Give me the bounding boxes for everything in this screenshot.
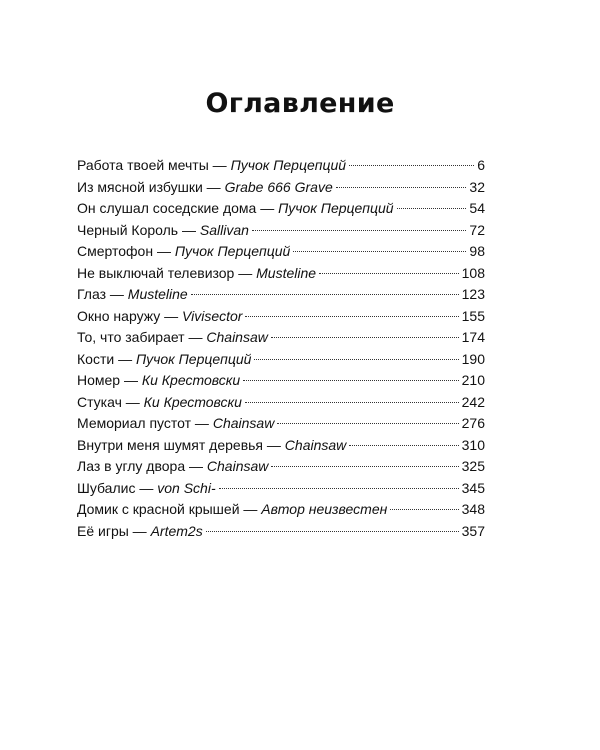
dot-leader: [349, 165, 474, 166]
toc-entry-separator: —: [191, 415, 213, 431]
toc-entry-author: Chainsaw: [206, 458, 269, 474]
toc-entry-separator: —: [106, 286, 128, 302]
toc-entry: [77, 435, 485, 457]
toc-entry-page-number: 123: [461, 286, 485, 302]
dot-leader: [319, 273, 459, 274]
toc-entry-author: Пучок Перцепций: [278, 200, 394, 216]
toc-entry-page-number: 32: [469, 178, 485, 195]
toc-entry-separator: —: [263, 436, 285, 453]
toc-entry-title: Из мясной избушки: [77, 178, 203, 195]
toc-entry: [77, 177, 485, 199]
toc-entry-page-number: 210: [461, 372, 485, 388]
toc-entry-author: Chainsaw: [212, 415, 275, 431]
dot-leader: [219, 488, 459, 489]
dot-leader: [271, 337, 459, 338]
toc-entry-page-number: 174: [461, 329, 485, 345]
toc-entry-title: Черный Король: [77, 221, 179, 238]
toc-entry-author: Musteline: [256, 264, 317, 281]
toc-entry-author: Chainsaw: [284, 436, 347, 453]
dot-leader: [277, 423, 458, 424]
toc-entry-page-number: 6: [477, 157, 485, 173]
toc-entry-author: Ки Крестовски: [141, 372, 241, 388]
dot-leader: [206, 531, 459, 532]
toc-entry-title: Кости: [77, 350, 115, 367]
toc-entry-separator: —: [239, 501, 262, 517]
toc-entry: [77, 370, 485, 392]
toc-entry-separator: —: [202, 178, 225, 195]
toc-entry-page-number: 190: [461, 350, 485, 367]
toc-entry-separator: —: [178, 221, 200, 238]
toc-entry-separator: —: [128, 522, 151, 539]
toc-entry: [77, 499, 485, 521]
dot-leader: [390, 509, 458, 510]
toc-entry-title: Он слушал соседские дома: [77, 200, 257, 216]
toc-entry-author: von Schi-: [157, 479, 216, 496]
toc-entry-page-number: 242: [461, 393, 485, 410]
toc-entry-separator: —: [153, 243, 175, 259]
dot-leader: [293, 251, 466, 252]
toc-entry-author: Sallivan: [199, 221, 249, 238]
toc-entry-separator: —: [184, 329, 207, 345]
toc-entry-page-number: 98: [469, 243, 485, 259]
toc-entry-page-number: 72: [469, 221, 485, 238]
toc-entry-author: Пучок Перцепций: [135, 350, 252, 367]
toc-entry-title: Домик с красной крышей: [77, 501, 240, 517]
dot-leader: [252, 230, 467, 231]
dot-leader: [254, 359, 458, 360]
toc-entry-page-number: 108: [461, 264, 485, 281]
toc-entry-separator: —: [208, 157, 231, 173]
toc-entry-author: Vivisector: [182, 307, 243, 324]
toc-entry-title: Глаз: [77, 286, 107, 302]
toc-entry-separator: —: [121, 393, 144, 410]
toc-entry-separator: —: [234, 264, 257, 281]
dot-leader: [191, 294, 459, 295]
toc-entry-title: Смертофон: [77, 243, 154, 259]
toc-entry: [77, 521, 485, 543]
toc-entry: [77, 198, 485, 220]
dot-leader: [336, 187, 467, 188]
toc-entry: [77, 220, 485, 242]
toc-entry-author: Chainsaw: [206, 329, 268, 345]
toc-entry: [77, 456, 485, 478]
toc-entry-page-number: 348: [461, 501, 485, 517]
dot-leader: [243, 380, 458, 381]
toc-entry-title: Мемориал пустот: [77, 415, 192, 431]
toc-entry-author: Пучок Перцепций: [230, 157, 347, 173]
toc-entry-page-number: 155: [461, 307, 485, 324]
toc-entry-title: Работа твоей мечты: [77, 157, 209, 173]
toc-entry-author: Grabe 666 Grave: [224, 178, 333, 195]
toc-entry-page-number: 345: [461, 479, 485, 496]
toc-entry-separator: —: [160, 307, 183, 324]
toc-entry: [77, 155, 485, 177]
toc-entry-title: То, что забирает: [77, 329, 185, 345]
toc-entry: [77, 392, 485, 414]
toc-entry-title: Не выключай телевизор: [77, 264, 235, 281]
dot-leader: [245, 402, 459, 403]
toc-entry-page-number: 54: [469, 200, 485, 216]
toc-entry: [77, 284, 485, 306]
toc-entry-title: Стукач: [77, 393, 122, 410]
toc-entry-title: Её игры: [77, 522, 129, 539]
toc-entry-author: Artem2s: [150, 522, 203, 539]
toc-entry-author: Пучок Перцепций: [174, 243, 291, 259]
toc-entry: [77, 478, 485, 500]
toc-entry-page-number: 310: [461, 436, 485, 453]
toc-entry-author: Ки Крестовски: [143, 393, 242, 410]
toc-entry-author: Musteline: [127, 286, 188, 302]
toc-entry-title: Внутри меня шумят деревья: [77, 436, 264, 453]
toc-entry-separator: —: [185, 458, 207, 474]
dot-leader: [271, 466, 458, 467]
toc-entry-page-number: 276: [461, 415, 485, 431]
toc-entry-title: Окно наружу: [77, 307, 161, 324]
toc-entry-separator: —: [120, 372, 142, 388]
toc-entry: [77, 413, 485, 435]
toc-entry: [77, 349, 485, 371]
page-title: Оглавление: [205, 88, 395, 119]
toc-entry-title: Лаз в углу двора: [77, 458, 186, 474]
toc-entry-title: Номер: [77, 372, 121, 388]
toc-entry: [77, 306, 485, 328]
toc-entry: [77, 263, 485, 285]
toc-entry-separator: —: [114, 350, 136, 367]
toc-entry-page-number: 325: [461, 458, 485, 474]
toc-entry-separator: —: [135, 479, 158, 496]
table-of-contents: [77, 155, 485, 542]
toc-entry: [77, 241, 485, 263]
dot-leader: [349, 445, 458, 446]
dot-leader: [245, 316, 458, 317]
toc-entry-separator: —: [256, 200, 279, 216]
toc-entry-page-number: 357: [461, 522, 485, 539]
toc-entry-title: Шубалис: [77, 479, 136, 496]
dot-leader: [397, 208, 467, 209]
toc-entry-author: Автор неизвестен: [261, 501, 388, 517]
toc-entry: [77, 327, 485, 349]
